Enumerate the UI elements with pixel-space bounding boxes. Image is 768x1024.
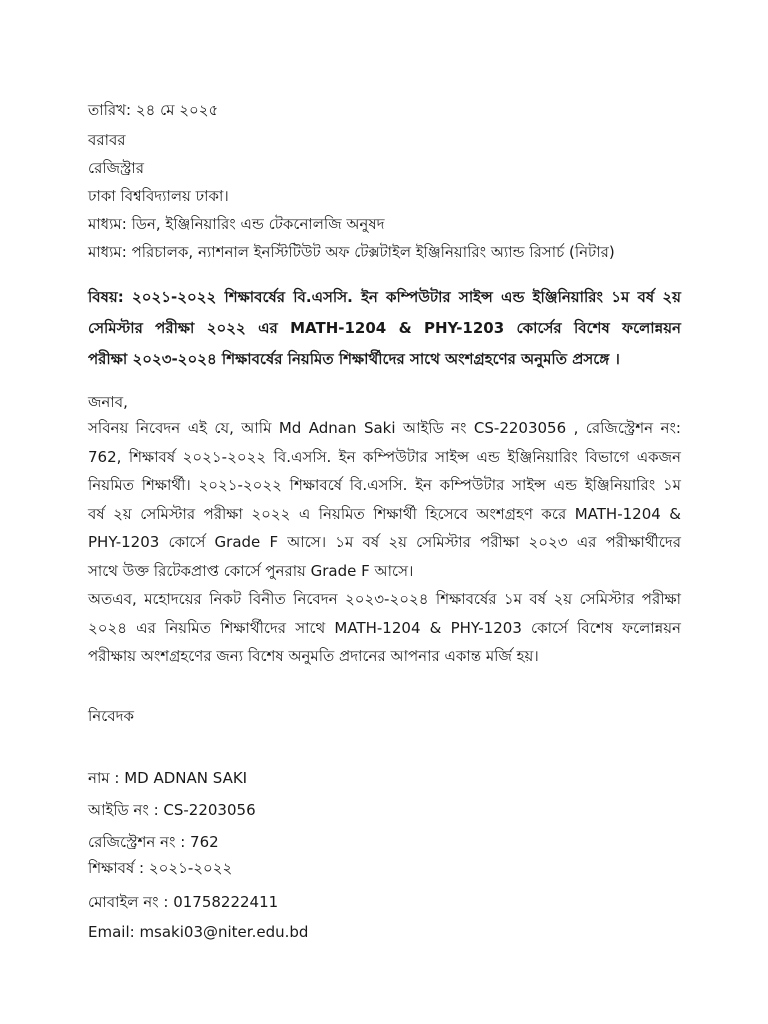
closing: নিবেদক: [88, 707, 134, 725]
via-line-1: মাধ্যম: ডিন, ইঞ্জিনিয়ারিং এন্ড টেকনোলজি অনুষদ: [88, 215, 385, 233]
recipient-title: রেজিস্ট্রার: [88, 159, 145, 177]
signature-registration: রেজিস্ট্রেশন নং : 762: [88, 833, 219, 851]
body-line: সাথে উক্ত রিটেকপ্রাপ্ত কোর্সে পুনরায় Grade F আসে।: [88, 561, 414, 580]
recipient-organization: ঢাকা বিশ্ববিদ্যালয় ঢাকা।: [88, 187, 229, 205]
signature-mobile: মোবাইল নং : 01758222411: [88, 893, 279, 911]
subject-line-1: বিষয়: ২০২১-২০২২ শিক্ষাবর্ষের বি.এসসি. ইন কম্পিউটার সাইন্স এন্ড ইঞ্জিনিয়ারিং ১ম বর্ষ ২য়: [88, 288, 681, 306]
addressee-to: বরাবর: [88, 131, 126, 149]
via-line-2: মাধ্যম: পরিচালক, ন্যাশনাল ইনস্টিটিউট অফ টেক্সটাইল ইঞ্জিনিয়ারিং অ্যান্ড রিসার্চ (নিটার): [88, 243, 615, 261]
signature-email: Email: msaki03@niter.edu.bd: [88, 923, 309, 941]
body-line: পরীক্ষায় অংশগ্রহণের জন্য বিশেষ অনুমতি প্রদানের আপনার একান্ত মর্জি হয়।: [88, 647, 539, 665]
subject-line-3: পরীক্ষা ২০২৩-২০২৪ শিক্ষাবর্ষের নিয়মিত শিক্ষার্থীদের সাথে অংশগ্রহণের অনুমতি প্রসঙ্গে ।: [88, 350, 620, 368]
signature-name: নাম : MD ADNAN SAKI: [88, 769, 248, 787]
signature-id: আইডি নং : CS-2203056: [88, 801, 256, 819]
subject-line-2: সেমিস্টার পরীক্ষা ২০২২ এর MATH-1204 & PHY-1203 কোর্সের বিশেষ ফলোন্নয়ন: [88, 319, 681, 337]
letter-subject: [88, 282, 681, 375]
body-line: বর্ষ ২য় সেমিস্টার পরীক্ষা ২০২২ এ নিয়মিত শিক্ষার্থী হিসেবে অংশগ্রহণ করে MATH-1204 &: [88, 504, 681, 523]
letter-body: [88, 414, 681, 671]
body-line: ২০২৪ এর নিয়মিত শিক্ষার্থীদের সাথে MATH-1204 & PHY-1203 কোর্সে বিশেষ ফলোন্নয়ন: [88, 618, 681, 637]
body-line: অতএব, মহোদয়ের নিকট বিনীত নিবেদন ২০২৩-২০২৪ শিক্ষাবর্ষের ১ম বর্ষ ২য় সেমিস্টার পরীক্ষা: [88, 590, 681, 608]
body-line: 762, শিক্ষাবর্ষ ২০২১-২০২২ বি.এসসি. ইন কম্পিউটার সাইন্স এন্ড ইঞ্জিনিয়ারিং বিভাগে একজন: [88, 447, 681, 466]
signature-session: শিক্ষাবর্ষ : ২০২১-২০২২: [88, 859, 233, 877]
letter-date: তারিখ: ২৪ মে ২০২৫: [88, 101, 219, 119]
body-line: সবিনয় নিবেদন এই যে, আমি Md Adnan Saki আইডি নং CS-2203056 , রেজিস্ট্রেশন নং:: [88, 419, 681, 437]
body-line: নিয়মিত শিক্ষার্থী। ২০২১-২০২২ শিক্ষাবর্ষে বি.এসসি. ইন কম্পিউটার সাইন্স এন্ড ইঞ্জিনিয়ারিং ১ম: [88, 476, 681, 494]
body-line: PHY-1203 কোর্সে Grade F আসে। ১ম বর্ষ ২য় সেমিস্টার পরীক্ষা ২০২৩ এর পরীক্ষার্থীদের: [88, 533, 681, 551]
salutation: জনাব,: [88, 393, 128, 411]
